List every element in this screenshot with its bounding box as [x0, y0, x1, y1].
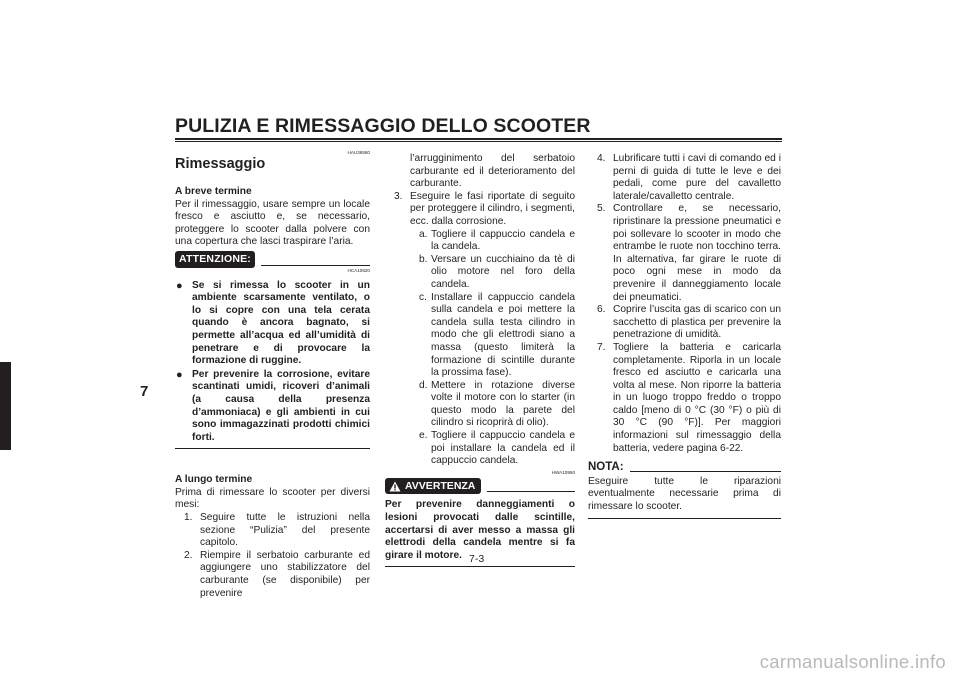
substep-text: Mettere in rotazione diverse volte il motore con lo starter (in questo modo la parete del cilindro si ricoprirà di olio). — [431, 379, 575, 429]
step-text: Seguire tutte le istruzioni nella sezione “Pulizia” del presente capitolo. — [200, 512, 370, 549]
caution-list — [175, 280, 370, 445]
warning-tag — [385, 478, 481, 495]
list-item — [416, 430, 575, 468]
short-term-text: Per il rimessaggio, usare sempre un locale fresco e asciutto e, se necessario, proteggere lo scooter dalla polvere con una copertura che lasci traspirare l’aria. — [175, 198, 370, 248]
caution-bullet-text: Se si rimessa lo scooter in un ambiente scarsamente ventilato, o lo si copre con una tela cerata quando è ancora bagnato, si permette all’acqua ed all’umidità di penetrare e di provocare la formazione di ruggine. — [192, 279, 370, 367]
list-item — [588, 342, 781, 455]
chapter-side-tab — [0, 362, 11, 450]
warning-header — [385, 478, 575, 495]
substep-letter: e. — [419, 430, 428, 442]
caution-bullet-text: Per prevenire la corrosione, evitare scantinati umidi, ricoveri d’animali (a causa della presenza d’ammoniaca) e gli ambienti in cui sono immagazzinati prodotti chimici forti. — [192, 368, 370, 443]
note-label: NOTA: — [588, 461, 624, 474]
list-item — [416, 229, 575, 254]
page-number: 7-3 — [469, 553, 485, 565]
section-title: Rimessaggio — [175, 156, 266, 172]
step-number: 6. — [597, 304, 606, 316]
warning-code: HWA10950 — [551, 469, 575, 475]
list-item — [385, 191, 575, 468]
section-code: HAU36560 — [347, 150, 370, 155]
substep-letter: d. — [419, 379, 428, 391]
column-left — [175, 150, 370, 600]
chapter-number: 7 — [140, 383, 149, 400]
note-rule — [630, 471, 781, 472]
list-item — [588, 153, 781, 203]
step-text: Eseguire le fasi riportate di seguito per proteggere il cilindro, i segmenti, ecc. dalla corrosione. — [410, 190, 575, 227]
step-number: 2. — [184, 549, 193, 561]
caution-rule — [261, 265, 370, 266]
step-2-continuation: l’arrugginimento del serbatoio carburante ed il deterioramento del carburante. — [410, 153, 575, 190]
substep-letter: a. — [419, 228, 428, 240]
warning-triangle-icon — [389, 481, 401, 492]
substep-text: Versare un cucchiaino da tè di olio motore nel foro della candela. — [431, 253, 575, 290]
list-item — [416, 254, 575, 292]
list-item — [588, 304, 781, 342]
step-text: Riempire il serbatoio carburante ed aggiungere uno stabilizzatore del carburante (se disponibile) per prevenire — [200, 549, 370, 599]
caution-code: HCA10820 — [347, 267, 370, 273]
substep-letter: c. — [419, 291, 427, 303]
long-term-steps — [175, 512, 370, 600]
warning-label: AVVERTENZA — [405, 479, 476, 492]
note-end-rule — [588, 518, 781, 519]
substeps — [410, 229, 575, 468]
list-item — [588, 203, 781, 304]
step-number: 3. — [394, 190, 403, 202]
step-text: Coprire l’uscita gas di scarico con un sacchetto di plastica per prevenire la penetrazione di umidità. — [613, 304, 781, 341]
step-number: 7. — [597, 341, 606, 353]
list-item — [416, 292, 575, 380]
page-title: PULIZIA E RIMESSAGGIO DELLO SCOOTER — [175, 115, 591, 137]
column-middle — [385, 150, 575, 567]
column-right — [588, 150, 781, 519]
step-number: 4. — [597, 153, 606, 164]
long-term-steps-cont — [385, 191, 575, 468]
step-number: 1. — [184, 512, 193, 524]
title-rule — [175, 138, 782, 140]
watermark: carmanualsonline.info — [759, 651, 946, 672]
caution-header — [175, 251, 370, 268]
step-number: 5. — [597, 203, 606, 215]
title-rule-thin — [175, 141, 782, 142]
bullet-dot-icon: ● — [176, 279, 183, 292]
list-item — [175, 550, 370, 600]
caution-bullet — [175, 369, 370, 445]
substep-text: Installare il cappuccio candela sulla candela e poi mettere la candela sulla testa cilindro in modo che gli elettrodi siano a massa (questo limiterà la formazione di scintille durante la prossima fase). — [431, 291, 575, 379]
step-text: Lubrificare tutti i cavi di comando ed i perni di guida di tutte le leve e dei pedali, come pure del cavalletto laterale/cavalletto centrale. — [613, 153, 781, 202]
warning-text: Per prevenire danneggiamenti o lesioni provocati dalle scintille, accertarsi di aver messo a massa gli elettrodi della candela mentre si fa girare il motore. — [385, 499, 575, 561]
list-item — [416, 380, 575, 430]
long-term-intro: Prima di rimessare lo scooter per diversi mesi: — [175, 486, 370, 511]
step-text: Togliere la batteria e caricarla completamente. Riporla in un locale fresco ed asciutto e caricarla una volta al mese. Non riporre la batteria in un luogo troppo freddo o troppo caldo [meno di 0 °C (30 °F) o più di 30 °C (90 °F)]. Per maggiori informazioni sul rimessaggio della batteria, vedere pagina 6-22. — [613, 341, 781, 454]
warning-end-rule — [385, 566, 575, 567]
note-header — [588, 461, 781, 474]
substep-text: Togliere il cappuccio candela e la candela. — [431, 228, 575, 253]
warning-rule — [487, 491, 575, 492]
step-text: Controllare e, se necessario, ripristinare la pressione pneumatici e poi sollevare lo scooter in modo che entrambe le ruote non tocchino terra. In alternativa, far girare le ruote di poco ogni mese in modo da prevenire il danneggiamento locale dei pneumatici. — [613, 203, 781, 303]
note-text: Eseguire tutte le riparazioni eventualmente necessarie prima di rimessare lo scooter. — [588, 475, 781, 513]
short-term-heading: A breve termine — [175, 186, 252, 197]
caution-label: ATTENZIONE: — [175, 251, 255, 268]
list-item — [175, 512, 370, 550]
substep-letter: b. — [419, 253, 428, 265]
substep-text: Togliere il cappuccio candela e poi installare la candela ed il cappuccio candela. — [431, 430, 575, 467]
long-term-heading: A lungo termine — [175, 474, 253, 486]
long-term-steps-more — [588, 153, 781, 455]
caution-bullet — [175, 280, 370, 368]
bullet-dot-icon: ● — [176, 368, 183, 381]
